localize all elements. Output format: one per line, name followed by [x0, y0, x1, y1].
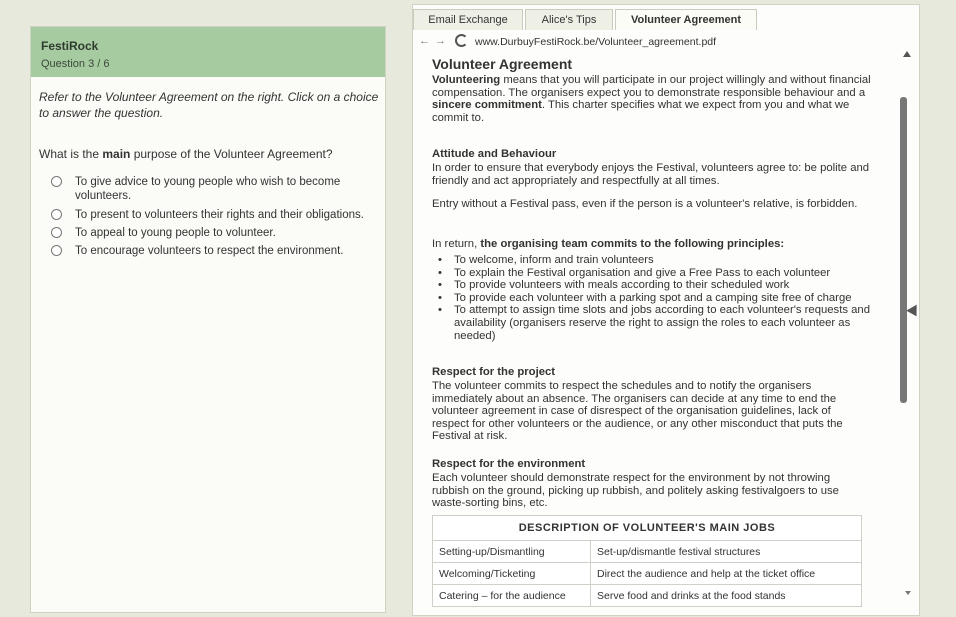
app-name: FestiRock: [41, 39, 99, 53]
answer-options: [51, 175, 381, 262]
list-item: • To provide each volunteer with a parking spot and a camping site free of charge: [438, 292, 888, 305]
table-row: [433, 541, 862, 563]
tab-alices-tips[interactable]: Alice's Tips: [525, 9, 613, 30]
principles-intro: [432, 238, 882, 251]
table-cell: Setting-up/Dismantling: [433, 541, 591, 563]
question-panel: [30, 26, 386, 613]
back-forward-icon[interactable]: ← →: [419, 35, 448, 47]
list-item: • To welcome, inform and train volunteers: [438, 254, 888, 267]
intro-paragraph: [432, 74, 882, 124]
respect-env-text: Each volunteer should demonstrate respect for the environment by not throwing rubbish on the ground, picking up rubbish, and politely asking festivalgoers to use waste-sorting bins, etc.: [432, 472, 839, 510]
list-item: • To explain the Festival organisation and give a Free Pass to each volunteer: [438, 267, 888, 280]
question-text-part: What is the: [39, 147, 103, 161]
url-text[interactable]: www.DurbuyFestiRock.be/Volunteer_agreement.pdf: [475, 36, 717, 48]
answer-option[interactable]: [51, 244, 381, 258]
table-row: [433, 563, 862, 585]
jobs-table: [432, 515, 862, 607]
reload-icon[interactable]: [455, 34, 468, 47]
table-cell: Welcoming/Ticketing: [433, 563, 591, 585]
principles-list: [438, 254, 888, 342]
respect-env-heading: Respect for the environment: [432, 458, 586, 470]
answer-option-label: To encourage volunteers to respect the environment.: [75, 245, 344, 257]
question-text: [39, 147, 333, 161]
tab-bar: [413, 5, 919, 31]
intro-text: means that you will participate in our project willingly and without financial compensation. The organisers expect you to demonstrate responsible behaviour and a: [432, 74, 871, 99]
intro-bold: Volunteering: [432, 74, 501, 86]
question-text-emphasis: main: [102, 147, 131, 161]
entry-rule-text: Entry without a Festival pass, even if the person is a volunteer's relative, is forbidden.: [432, 198, 858, 210]
tab-volunteer-agreement[interactable]: Volunteer Agreement: [615, 9, 757, 30]
question-text-part: purpose of the Volunteer Agreement?: [130, 147, 333, 161]
jobs-table-header: DESCRIPTION OF VOLUNTEER'S MAIN JOBS: [433, 516, 862, 541]
table-cell: Serve food and drinks at the food stands: [591, 585, 862, 607]
attitude-heading: Attitude and Behaviour: [432, 148, 557, 160]
principles-intro-text: In return,: [432, 238, 481, 250]
radio-button[interactable]: [51, 245, 62, 256]
list-item: • To provide volunteers with meals according to their scheduled work: [438, 279, 888, 292]
scrollbar[interactable]: [900, 97, 907, 403]
instruction-text: Refer to the Volunteer Agreement on the right. Click on a choice to answer the question.: [39, 90, 379, 120]
respect-project-text: The volunteer commits to respect the schedules and to notify the organisers immediately about an absence. The organisers can decide at any time to end the volunteer agreement in case of disrespect of the organisation guidelines, lack of respect for other volunteers or the audience, or any other misconduct that puts the Festival at risk.: [432, 380, 843, 443]
answer-option[interactable]: [51, 226, 381, 240]
answer-option[interactable]: [51, 208, 381, 222]
answer-option-label: To give advice to young people who wish to become volunteers.: [75, 176, 341, 202]
answer-option-label: To present to volunteers their rights and their obligations.: [75, 209, 364, 221]
respect-project-heading: Respect for the project: [432, 366, 556, 378]
question-number: Question 3 / 6: [41, 58, 110, 70]
answer-option[interactable]: [51, 175, 381, 203]
document-title: Volunteer Agreement: [432, 56, 573, 72]
table-row: [433, 585, 862, 607]
principles-intro-bold: the organising team commits to the following principles:: [480, 238, 785, 250]
question-header: [31, 27, 385, 77]
list-item: • To attempt to assign time slots and jobs according to each volunteer's requests and availability (organisers reserve the right to assign the roles to each volunteer as needed): [438, 304, 874, 342]
scroll-down-icon[interactable]: [905, 591, 911, 595]
intro-text: . This charter specifies what we expect from you and what we commit to.: [432, 99, 850, 124]
attitude-text: In order to ensure that everybody enjoys the Festival, volunteers agree to: be polite and friendly and act appropriately and respectfully at all times.: [432, 162, 870, 187]
answer-option-label: To appeal to young people to volunteer.: [75, 227, 276, 239]
table-cell: Catering – for the audience: [433, 585, 591, 607]
intro-bold: sincere commitment: [432, 99, 542, 112]
table-cell: Set-up/dismantle festival structures: [591, 541, 862, 563]
table-cell: Direct the audience and help at the ticket office: [591, 563, 862, 585]
scroll-up-icon[interactable]: [903, 51, 911, 57]
radio-button[interactable]: [51, 176, 62, 187]
radio-button[interactable]: [51, 209, 62, 220]
tab-email-exchange[interactable]: Email Exchange: [413, 9, 523, 30]
address-bar: [413, 33, 919, 51]
radio-button[interactable]: [51, 227, 62, 238]
